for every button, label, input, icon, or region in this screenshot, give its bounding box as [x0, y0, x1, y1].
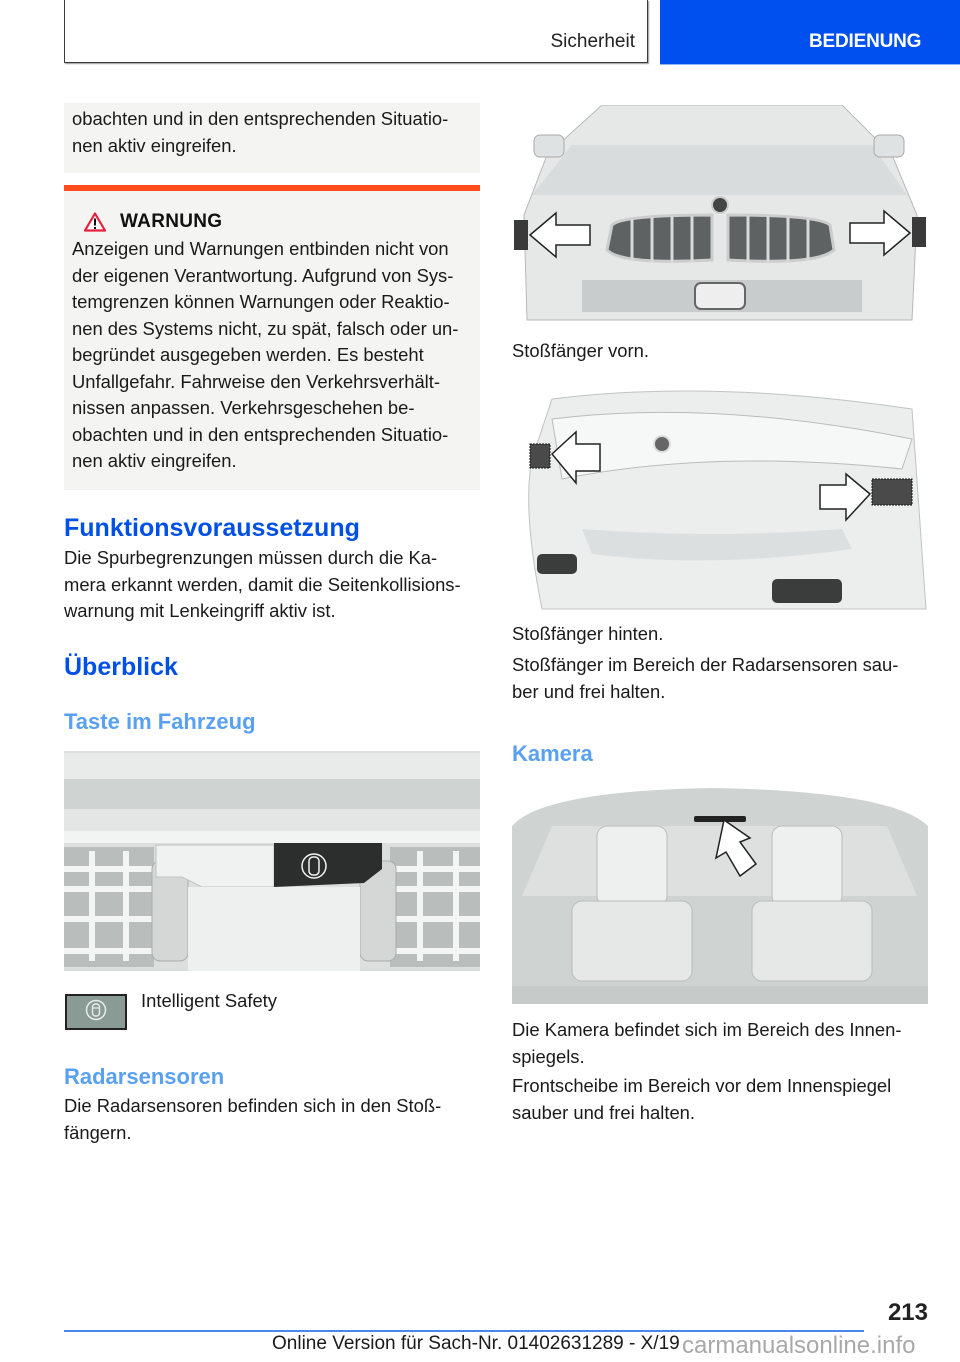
intelligent-safety-button — [65, 994, 127, 1030]
warning-triangle-icon — [84, 212, 106, 232]
warning-line: nissen anpassen. Verkehrsgeschehen be- — [72, 397, 415, 418]
warning-line: Unfallgefahr. Fahrweise den Verkehrsverhält- — [72, 370, 441, 392]
note-line: obachten und in den entsprechenden Situatio- — [72, 108, 449, 129]
warning-line: Anzeigen und Warnungen entbinden nicht von — [72, 238, 449, 259]
rear-paragraph — [512, 652, 898, 705]
warning-line: nen aktiv eingreifen. — [72, 450, 237, 471]
intelligent-safety-icon — [85, 999, 107, 1026]
warning-line: begründet ausgegeben werden. Es besteht — [72, 344, 424, 365]
header-section-tab — [64, 0, 648, 63]
paragraph-line: sauber und frei halten. — [512, 1101, 696, 1123]
page-number: 213 — [887, 1299, 928, 1326]
dashboard-button-illustration — [64, 751, 480, 971]
front-bumper-illustration — [512, 105, 928, 327]
caption-rear-bumper: Stoßfänger hinten. — [512, 623, 664, 644]
paragraph-line: spiegels. — [512, 1045, 585, 1067]
paragraph-line: mera erkannt werden, damit die Seitenkollisions- — [64, 573, 461, 595]
paragraph-line: warnung mit Lenkeingriff aktiv ist. — [64, 600, 336, 621]
heading-taste-im-fahrzeug: Taste im Fahrzeug — [64, 709, 256, 734]
heading-funktionsvoraussetzung: Funktionsvoraussetzung — [64, 514, 360, 542]
paragraph-line: Frontscheibe im Bereich vor dem Innenspiegel — [512, 1075, 892, 1096]
warning-line: obachten und in den entsprechenden Situatio- — [72, 423, 449, 445]
warning-line: temgrenzen können Warnungen oder Reaktio- — [72, 291, 450, 312]
paragraph-line: fängern. — [64, 1121, 132, 1143]
button-label: Intelligent Safety — [141, 990, 277, 1011]
caption-front-bumper: Stoßfänger vorn. — [512, 340, 649, 361]
paragraph-line: Die Spurbegrenzungen müssen durch die Ka- — [64, 547, 438, 568]
warning-line: der eigenen Verantwortung. Aufgrund von Sys- — [72, 264, 454, 286]
warning-title-row — [72, 211, 478, 233]
heading-radarsensoren: Radarsensoren — [64, 1064, 225, 1089]
rear-bumper-illustration — [512, 389, 928, 611]
heading-kamera: Kamera — [512, 741, 593, 766]
heading-ueberblick: Überblick — [64, 653, 178, 681]
watermark: carmanualsonline.info — [682, 1332, 916, 1359]
header-chapter-tab — [660, 0, 960, 65]
note-line: nen aktiv eingreifen. — [72, 134, 237, 156]
warning-box — [64, 191, 480, 490]
paragraph-line: Die Radarsensoren befinden sich in den Stoß- — [64, 1095, 442, 1116]
radar-paragraph — [64, 1093, 441, 1146]
footer-version-text: Online Version für Sach-Nr. 01402631289 - X/19 — [272, 1333, 680, 1354]
warning-title: WARNUNG — [120, 211, 223, 232]
continued-note-box — [64, 103, 480, 173]
warning-line: nen des Systems nicht, zu spät, falsch oder un- — [72, 317, 459, 339]
kamera-paragraph-2 — [512, 1073, 891, 1126]
camera-interior-illustration — [512, 786, 928, 1004]
section-funktion — [64, 514, 484, 625]
header-section-label: Sicherheit — [550, 31, 635, 52]
paragraph-line: Stoßfänger im Bereich der Radarsensoren sau- — [512, 654, 899, 675]
kamera-paragraph-1 — [512, 1017, 901, 1070]
paragraph-line: Die Kamera befindet sich im Bereich des Innen- — [512, 1019, 902, 1040]
header-chapter-label: BEDIENUNG — [809, 31, 922, 52]
paragraph-line: ber und frei halten. — [512, 680, 666, 702]
